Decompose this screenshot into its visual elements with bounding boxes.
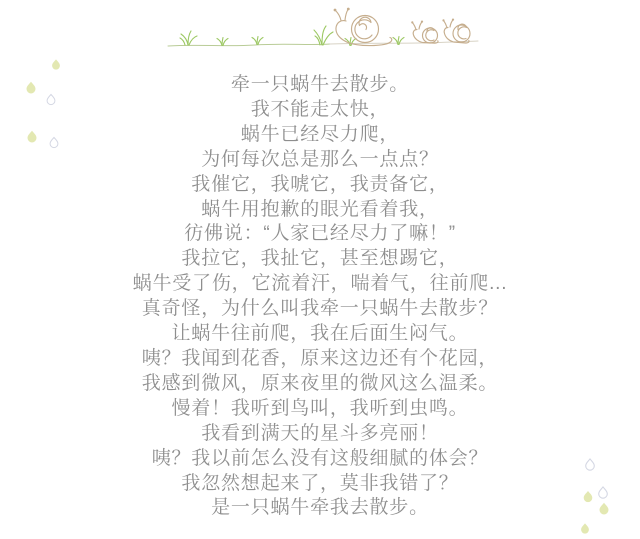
poem-line-5: 我催它，我唬它，我责备它， (191, 173, 449, 195)
poem-line-7: 彷佛说：“人家已经尽力了嘛！” (184, 223, 456, 245)
poem-line-1: 牵一只蜗牛去散步。 (230, 74, 410, 95)
poem-line-12: 咦？我闻到花香，原来这边还有个花园， (141, 347, 499, 369)
poem-line-17: 我忽然想起来了，莫非我错了？ (181, 472, 459, 494)
droplet-icon (581, 523, 589, 533)
poem-line-16: 咦？我以前怎么没有这般细腻的体会？ (151, 447, 489, 469)
poem-line-2: 我不能走太快， (250, 98, 390, 120)
poem-line-14: 慢着！我听到鸟叫，我听到虫鸣。 (171, 397, 469, 419)
poem-line-9: 蜗牛受了伤，它流着汗，喘着气，往前爬... (132, 273, 508, 295)
grass-icon (180, 26, 404, 46)
poem (0, 73, 640, 521)
snail-grass-illustration (140, 5, 500, 50)
snail-large-icon (334, 8, 392, 46)
poem-line-3: 蜗牛已经尽力爬， (240, 123, 400, 145)
poem-line-18: 是一只蜗牛牵我去散步。 (211, 497, 429, 519)
snail-small-icon (442, 19, 470, 44)
droplet-icon (52, 59, 60, 69)
poem-line-8: 我拉它，我扯它，甚至想踢它， (181, 248, 459, 270)
ground-line (168, 44, 330, 46)
poem-line-4: 为何每次总是那么一点点？ (201, 148, 439, 170)
snail-small-icon (411, 21, 438, 44)
poem-line-13: 我感到微风，原来夜里的微风这么温柔。 (141, 372, 499, 394)
poem-line-15: 我看到满天的星斗多亮丽！ (201, 422, 439, 444)
poem-line-10: 真奇怪，为什么叫我牵一只蜗牛去散步？ (141, 298, 499, 320)
poem-line-6: 蜗牛用抱歉的眼光看着我， (201, 198, 439, 220)
poem-line-11: 让蜗牛往前爬，我在后面生闷气。 (171, 323, 469, 345)
